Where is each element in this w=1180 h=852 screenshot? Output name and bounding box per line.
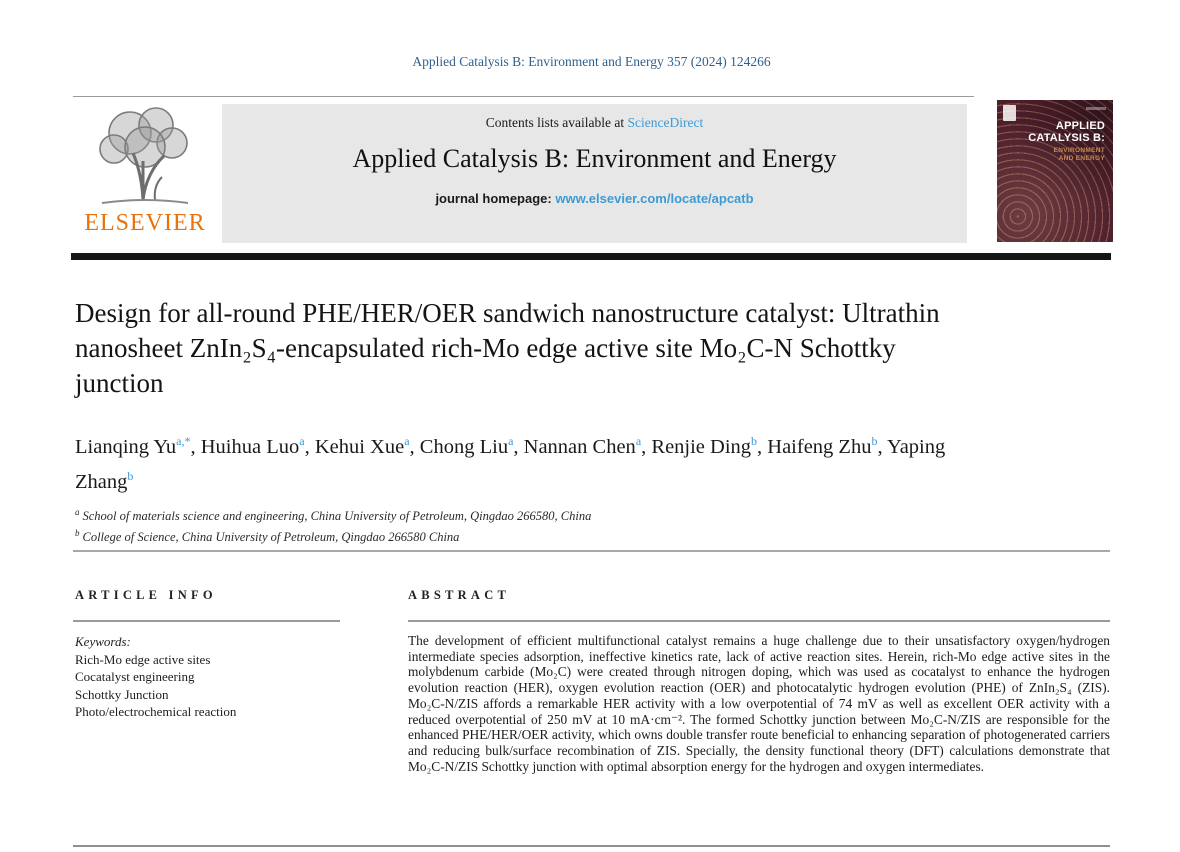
- author-name: Chong Liu: [419, 435, 509, 458]
- article-info-heading: ARTICLE INFO: [75, 588, 217, 602]
- page-bottom-rule: [73, 845, 1110, 847]
- author: [767, 436, 887, 458]
- journal-cover-thumbnail: [997, 100, 1113, 242]
- contents-prefix: Contents lists available at: [485, 115, 628, 130]
- cover-publisher-mark-icon: [1003, 105, 1016, 121]
- author-separator: ,: [190, 435, 201, 458]
- author-separator: ,: [513, 435, 524, 458]
- author-affiliation-sup: a: [508, 434, 514, 448]
- header-divider-bar: [71, 253, 1111, 260]
- homepage-link[interactable]: www.elsevier.com/locate/apcatb: [555, 191, 754, 206]
- abstract-text: The development of efficient multifunctional catalyst remains a huge challenge due to their unsatisfactory oxygen/hydrogen intermediate species adsorption, ineffective kinetics rate, lack of active reaction sites. Herein, rich-Mo edge active sites in the molybdenum carbide (Mo₂C) were created through nitrogen doping, which was used as cocatalyst to enhance the hydrogen evolution reaction (HER), oxygen evolution reaction (OER) and photocatalytic hydrogen evolution (PHE) of ZnIn₂S₄ (ZIS). Mo₂C-N/ZIS affords a remarkable HER activity with a low overpotential of 74 mV as well as excellent OER activity with a reduced overpotential of 250 mV at 10 mA·cm⁻². The formed Schottky junction between Mo₂C-N/ZIS are responsible for the enhanced PHE/HER/OER activity, which owns double transfer route beneficial to enhancing separation of photogenerated carriers and reducing bulk/surface recombination of ZIS. Specially, the density functional theory (DFT) calculations demonstrate that Mo₂C-N/ZIS Schottky junction with optimal absorption energy for the hydrogen and oxygen intermediates.: [408, 633, 1110, 774]
- author: [524, 436, 652, 458]
- cover-title-line2: CATALYSIS B:: [1028, 131, 1105, 144]
- author-affiliation-sup: b: [751, 434, 758, 448]
- keywords-block: [75, 633, 236, 721]
- sciencedirect-link[interactable]: ScienceDirect: [627, 115, 704, 130]
- keywords-list: [75, 651, 236, 721]
- author-separator: ,: [409, 435, 420, 458]
- affiliation: [75, 504, 591, 525]
- author: [651, 436, 767, 458]
- keywords-label: Keywords:: [75, 634, 131, 649]
- keyword-item: Cocatalyst engineering: [75, 669, 195, 684]
- author: [201, 436, 315, 458]
- journal-banner: [222, 104, 967, 243]
- author: [315, 436, 420, 458]
- article-info-rule: [73, 620, 340, 622]
- section-top-rule: [73, 550, 1110, 552]
- author-name: Haifeng Zhu: [767, 435, 872, 458]
- affiliation-list: [75, 504, 591, 546]
- elsevier-wordmark: ELSEVIER: [84, 210, 206, 236]
- keyword-item: Schottky Junction: [75, 686, 169, 702]
- author-name: Yaping Zhang: [75, 435, 946, 493]
- affiliation-text: School of materials science and engineering, China University of Petroleum, Qingdao 266580, China: [82, 509, 592, 524]
- elsevier-logo: [75, 103, 215, 243]
- author: [75, 436, 201, 458]
- author-affiliation-sup: a: [404, 434, 410, 448]
- author-separator: ,: [304, 435, 315, 458]
- author-separator: ,: [877, 435, 887, 458]
- affiliation-sup: a: [75, 507, 80, 517]
- keyword-item: Rich-Mo edge active sites: [75, 651, 211, 667]
- affiliation-sup: b: [75, 528, 80, 539]
- article-title: Design for all-round PHE/HER/OER sandwich nanostructure catalyst: Ultrathin nanosheet ZnIn₂S₄-encapsulated rich-Mo edge active site Mo₂C-N Schottky junction: [75, 298, 940, 398]
- author-affiliation-sup: b: [127, 468, 134, 483]
- author-name: Lianqing Yu: [75, 435, 177, 458]
- author-affiliation-sup: a: [299, 434, 305, 448]
- author-name: Kehui Xue: [314, 435, 405, 458]
- elsevier-tree-icon: [75, 103, 215, 209]
- affiliation: [75, 525, 591, 546]
- journal-title: Applied Catalysis B: Environment and Energy: [352, 144, 837, 173]
- author-affiliation-sup: a: [635, 434, 642, 448]
- author-list: [75, 427, 975, 497]
- header-top-rule: [73, 96, 974, 97]
- cover-subtitle: [1054, 147, 1105, 162]
- author: [420, 436, 524, 458]
- affiliation-text: College of Science, China University of Petroleum, Qingdao 266580 China: [82, 530, 460, 545]
- author-name: Renjie Ding: [651, 435, 752, 458]
- cover-subtitle-line1: ENVIRONMENT: [1053, 147, 1105, 154]
- author-affiliation-sup: a,*: [176, 434, 191, 448]
- journal-citation-line: Applied Catalysis B: Environment and Energy 357 (2024) 124266: [412, 54, 771, 69]
- cover-title-line1: APPLIED: [1055, 120, 1105, 132]
- cover-subtitle-line2: AND ENERGY: [1058, 154, 1105, 162]
- author-name: Nannan Chen: [523, 435, 636, 458]
- homepage-line: [222, 191, 967, 206]
- abstract-heading: ABSTRACT: [408, 588, 511, 602]
- contents-line: [222, 104, 967, 131]
- cover-title: [1028, 121, 1105, 144]
- keyword-item: Photo/electrochemical reaction: [75, 704, 237, 719]
- homepage-label: journal homepage:: [435, 191, 556, 206]
- abstract-rule: [408, 620, 1110, 622]
- author-separator: ,: [757, 435, 768, 458]
- author-separator: ,: [641, 435, 652, 458]
- author-name: Huihua Luo: [200, 435, 300, 458]
- author-affiliation-sup: b: [871, 434, 878, 448]
- cover-issn-mark: [1086, 107, 1106, 110]
